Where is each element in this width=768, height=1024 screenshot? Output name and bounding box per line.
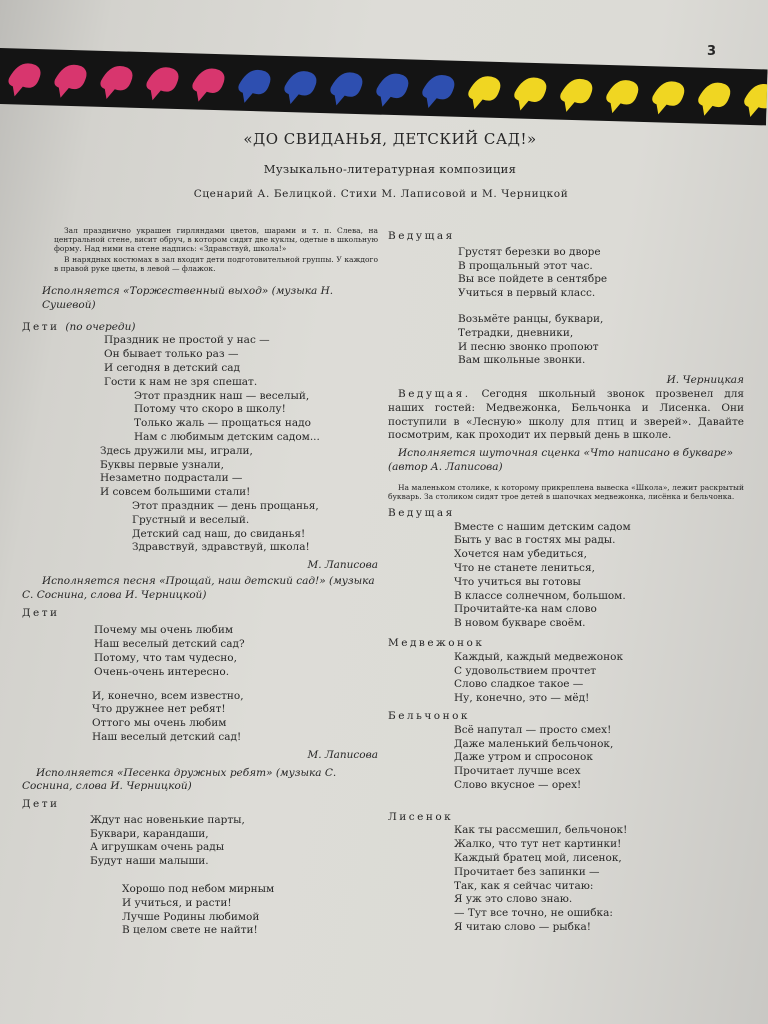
verse-line: Буквы первые узнали, [100, 458, 224, 471]
author-signature: М. Лаписова [307, 748, 378, 761]
verse-line: Наш веселый детский сад! [92, 730, 242, 743]
verse-line: В прощальный этот час. [458, 259, 593, 272]
verse-line: Вы все пойдете в сентябре [458, 273, 608, 286]
verse [458, 313, 744, 368]
verse-line: Грустят березки во дворе [458, 245, 601, 258]
verse-line: Здесь дружили мы, играли, [100, 444, 253, 457]
small-stage-direction: На маленьком столике, к которому прикреплена вывеска «Школа», лежит раскрытый букварь. За столиком сидят трое детей в шапочках медвежонка, лисёнка и бельчонка. [388, 482, 744, 501]
verse-line: Всё напутал — просто смех! [454, 723, 612, 736]
verse-line: И сегодня в детский сад [104, 361, 240, 374]
right-column [388, 230, 744, 935]
verse-line: Буквари, карандаши, [90, 827, 209, 840]
verse-line: Слово вкусное — орех! [454, 778, 582, 791]
verse-line: Нам с любимым детским садом... [134, 430, 320, 443]
verse-line: Я уж это слово знаю. [454, 893, 573, 906]
stage-direction: Исполняется песня «Прощай, наш детский сад!» (музыка С. Соснина, слова И. Черницкой) [22, 574, 375, 601]
verse-line: Быть у вас в гостях мы рады. [454, 534, 616, 547]
speaker-note: (по очереди) [65, 320, 136, 333]
verse-line: И, конечно, всем известно, [92, 689, 244, 702]
verse-line: Ждут нас новенькие парты, [90, 813, 245, 826]
verse-line: Что не станете лениться, [454, 561, 595, 574]
speaker-label: Лисенок [388, 810, 454, 823]
speaker-label: Медвежонок [388, 636, 485, 649]
verse-line: Вам школьные звонки. [458, 354, 586, 367]
verse-line: Вместе с нашим детским садом [454, 520, 631, 533]
verse-line: Праздник не простой у нас — [104, 334, 270, 347]
speaker-label: Дети [22, 606, 60, 619]
verse-line: Учиться в первый класс. [458, 287, 596, 300]
verse [92, 690, 378, 745]
verse-line: Наш веселый детский сад? [94, 638, 245, 651]
document-credits: Сценарий А. Белицкой. Стихи М. Лаписовой и М. Черницкой [193, 188, 569, 200]
document-title: «ДО СВИДАНЬЯ, ДЕТСКИЙ САД!» [243, 130, 537, 148]
speaker-label: Ведущая [388, 506, 455, 519]
speaker-label: Ведущая [388, 230, 455, 242]
page-number: 3 [707, 44, 717, 59]
verse-line: Хорошо под небом мирным [122, 883, 275, 896]
verse [90, 814, 378, 869]
verse [458, 246, 744, 301]
author-signature: М. Лаписова [307, 559, 378, 572]
speaker-label: Дети [22, 798, 60, 811]
verse-line: Тетрадки, дневники, [458, 326, 574, 339]
verse-line: Хочется нам убедиться, [454, 548, 587, 561]
author-signature: И. Черницкая [666, 374, 744, 387]
verse-line: Здравствуй, здравствуй, школа! [132, 541, 310, 554]
verse-line: Прочитает без запинки — [454, 865, 600, 878]
verse-line: Этот праздник — день прощанья, [132, 499, 319, 512]
verse-line: — Тут все точно, не ошибка: [454, 907, 613, 920]
verse-line: Слово сладкое такое — [454, 678, 584, 691]
speaker-label: Бельчонок [388, 709, 470, 722]
stage-direction: Исполняется «Торжественный выход» (музыка Н. Сушевой) [42, 285, 334, 311]
verse-line: Гости к нам не зря спешат. [104, 375, 258, 388]
verse-line: В новом букваре своём. [454, 617, 586, 630]
left-column [22, 226, 378, 938]
verse-line: С удовольствием прочтет [454, 664, 597, 677]
verse-line: Каждый, каждый медвежонок [454, 650, 624, 663]
stage-direction: Исполняется «Песенка дружных ребят» (музыка С. Соснина, слова И. Черницкой) [22, 766, 337, 793]
stage-direction: Исполняется шуточная сценка «Что написано в букваре» (автор А. Лаписова) [388, 447, 734, 473]
verse-line: Возьмёте ранцы, буквари, [458, 312, 604, 325]
verse-line: И совсем большими стали! [100, 486, 251, 499]
verse-line: Он бывает только раз — [104, 348, 239, 361]
verse-line: Оттого мы очень любим [92, 717, 227, 730]
verse-line: Этот праздник наш — веселый, [134, 389, 310, 402]
verse [100, 445, 378, 500]
verse-line: Будут наши малыши. [90, 855, 209, 868]
verse-line: Почему мы очень любим [94, 624, 234, 637]
intro-stage-directions [54, 226, 378, 273]
verse-line: Так, как я сейчас читаю: [454, 879, 594, 892]
verse-line: Прочитает лучше всех [454, 765, 581, 778]
verse-line: Очень-очень интересно. [94, 665, 230, 678]
verse-line: И учиться, и расти! [122, 896, 232, 909]
verse-line: В целом свете не найти! [122, 924, 258, 937]
verse-line: Потому, что там чудесно, [94, 651, 237, 664]
verse [132, 500, 378, 555]
prose-text: Сегодня школьный звонок прозвенел для наших гостей: Медвежонка, Бельчонка и Лисенка. Они поступили в «Лесную» школу для птиц и зверей». Давайте посмотрим, как проходит их первый день в школе. [388, 387, 744, 442]
intro-paragraph: В нарядных костюмах в зал входят дети подготовительной группы. У каждого в правой руке цветы, в левой — флажок. [54, 255, 378, 273]
verse-line: Ну, конечно, это — мёд! [454, 692, 590, 705]
speaker-name: Дети [22, 320, 60, 333]
verse [94, 624, 378, 679]
verse-line: Лучше Родины любимой [122, 910, 260, 923]
speaker-inline: Ведущая. [398, 387, 471, 400]
verse [454, 824, 744, 934]
intro-paragraph: Зал празднично украшен гирляндами цветов, шарами и т. п. Слева, на центральной стене, висит обруч, в котором сидят две куклы, одетые в школьную форму. Над ними на стене надпись: «Здравствуй, школа!» [54, 226, 378, 253]
document-subtitle: Музыкально-литературная композиция [263, 162, 517, 176]
verse [454, 651, 744, 706]
verse-line: И песню звонко пропоют [458, 340, 599, 353]
verse-line: Что дружнее нет ребят! [92, 703, 226, 716]
verse [104, 334, 378, 389]
speaker-label [22, 321, 378, 335]
verse-line: Даже утром и спросонок [454, 751, 593, 764]
verse [122, 883, 378, 938]
verse-line: Жалко, что тут нет картинки! [454, 838, 622, 851]
verse-line: Потому что скоро в школу! [134, 403, 286, 416]
verse-line: Я читаю слово — рыбка! [454, 921, 592, 934]
verse-line: В классе солнечном, большом. [454, 589, 626, 602]
verse [134, 390, 378, 445]
verse-line: Только жаль — прощаться надо [134, 417, 311, 430]
verse-line: Детский сад наш, до свиданья! [132, 527, 306, 540]
verse-line: Как ты рассмешил, бельчонок! [454, 824, 628, 837]
verse [454, 521, 744, 631]
verse-line: Грустный и веселый. [132, 513, 250, 526]
verse-line: Что учиться вы готовы [454, 575, 581, 588]
verse-line: А игрушкам очень рады [90, 841, 225, 854]
verse-line: Незаметно подрастали — [100, 472, 243, 485]
verse-line: Даже маленький бельчонок, [454, 737, 614, 750]
verse-line: Каждый братец мой, лисенок, [454, 852, 622, 865]
verse [454, 724, 744, 793]
verse-line: Прочитайте-ка нам слово [454, 603, 597, 616]
prose-paragraph [388, 388, 744, 443]
